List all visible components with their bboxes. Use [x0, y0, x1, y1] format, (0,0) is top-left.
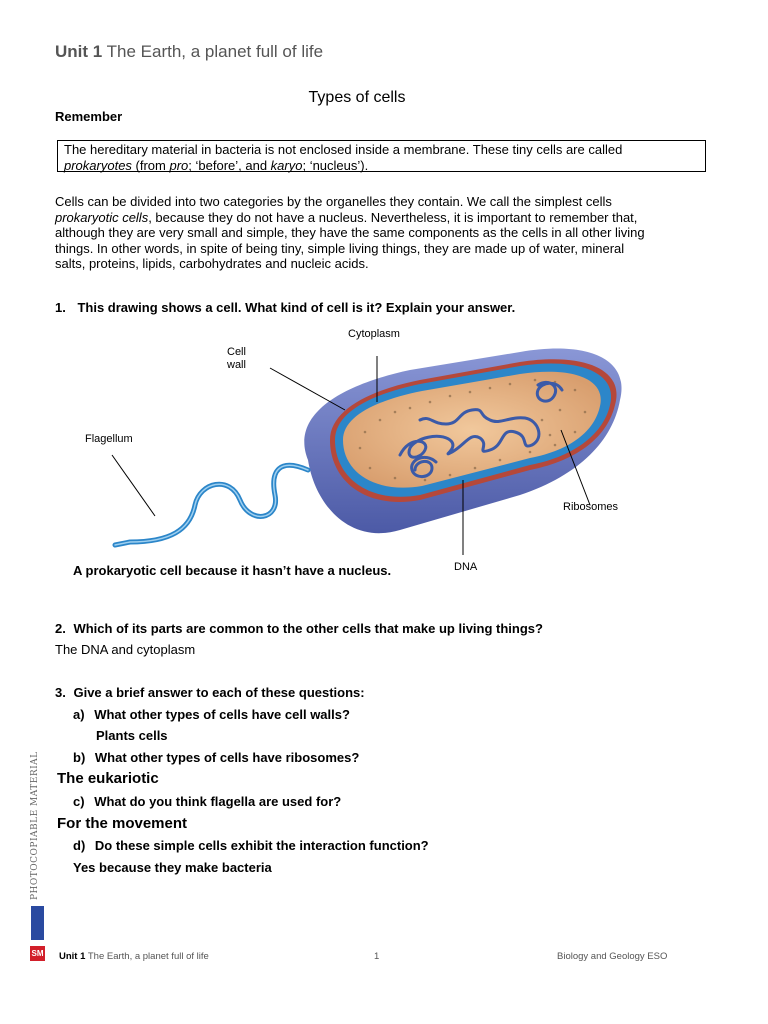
- sub-label: a): [73, 707, 85, 722]
- question-number: 2.: [55, 621, 66, 636]
- sub-text: Do these simple cells exhibit the interaction function?: [94, 838, 429, 853]
- para-line: salts, proteins, lipids, carbohydrates and nucleic acids.: [55, 256, 369, 272]
- sub-label: c): [73, 794, 85, 809]
- footer-unit-label: Unit 1: [59, 951, 86, 962]
- sub-text: What do you think flagella are used for?: [94, 794, 342, 809]
- label-flagellum: Flagellum: [85, 433, 133, 445]
- prokaryotic-cell-illustration: [80, 320, 640, 565]
- label-wall: wall: [227, 359, 246, 371]
- flagellum-highlight: [115, 465, 308, 545]
- unit-subtitle: The Earth, a planet full of life: [106, 42, 324, 61]
- answer-3c: For the movement: [57, 815, 188, 832]
- label-dna: DNA: [454, 561, 478, 573]
- answer-2: The DNA and cytoplasm: [55, 642, 196, 657]
- box-pro: pro: [169, 158, 189, 173]
- footer-course: Biology and Geology ESO: [557, 951, 668, 962]
- page-title: Types of cells: [308, 89, 406, 106]
- publisher-flag-icon: [31, 906, 44, 940]
- question-3b: [73, 750, 359, 765]
- label-cytoplasm: Cytoplasm: [348, 328, 400, 340]
- remember-box: [57, 140, 706, 172]
- sm-logo: SM: [30, 946, 45, 961]
- answer-3a: Plants cells: [96, 728, 168, 743]
- answer-3b: The eukariotic: [57, 770, 159, 787]
- sub-text: What other types of cells have ribosomes?: [94, 750, 360, 765]
- question-2: [55, 621, 543, 636]
- question-3d: [73, 838, 429, 853]
- unit-label: Unit 1: [55, 42, 103, 61]
- box-line1: The hereditary material in bacteria is not enclosed inside a membrane. These tiny cells are called: [64, 142, 623, 157]
- footer-page-number: 1: [374, 951, 380, 962]
- question-text: Give a brief answer to each of these questions:: [73, 685, 365, 700]
- para-line: , because they do not have a nucleus. Nevertheless, it is important to remember that,: [148, 209, 638, 225]
- answer-1: A prokaryotic cell because it hasn’t have a nucleus.: [73, 563, 392, 578]
- intro-paragraph: [55, 194, 715, 272]
- sub-text: What other types of cells have cell walls?: [94, 707, 350, 722]
- footer-unit: [59, 951, 209, 962]
- label-ribosomes: Ribosomes: [563, 501, 619, 513]
- para-italic: prokaryotic cells: [55, 209, 149, 225]
- flagellum: [115, 465, 308, 545]
- question-3c: [73, 794, 341, 809]
- label-cell: Cell: [227, 346, 246, 358]
- question-number: 3.: [55, 685, 66, 700]
- para-line: Cells can be divided into two categories by the organelles they contain. We call the simplest cells: [55, 194, 612, 209]
- question-number: 1.: [55, 300, 66, 315]
- question-3a: [73, 707, 350, 722]
- sub-label: d): [73, 838, 86, 853]
- box-text: ; ‘nucleus’).: [302, 158, 369, 173]
- sub-label: b): [73, 750, 86, 765]
- question-text: Which of its parts are common to the other cells that make up living things?: [73, 621, 543, 636]
- unit-header: [55, 42, 323, 62]
- footer-subtitle: The Earth, a planet full of life: [87, 951, 209, 962]
- box-text: (from: [131, 158, 170, 173]
- photocopiable-label: PHOTOCOPIABLE MATERIAL: [30, 751, 40, 900]
- para-line: although they are very small and simple, they have the same components as the cells in all other living: [55, 225, 645, 241]
- box-prokaryotes: prokaryotes: [64, 158, 132, 173]
- question-text: This drawing shows a cell. What kind of cell is it? Explain your answer.: [77, 300, 516, 315]
- remember-heading: Remember: [55, 109, 123, 124]
- para-line: things. In other words, in spite of being tiny, simple living things, they are made up of water, mineral: [55, 240, 625, 256]
- box-karyo: karyo: [270, 158, 303, 173]
- question-3: [55, 685, 365, 700]
- answer-3d: Yes because they make bacteria: [73, 860, 272, 875]
- question-1: [55, 300, 515, 315]
- box-text: ; ‘before’, and: [188, 158, 271, 173]
- label-cell-wall: [227, 346, 246, 372]
